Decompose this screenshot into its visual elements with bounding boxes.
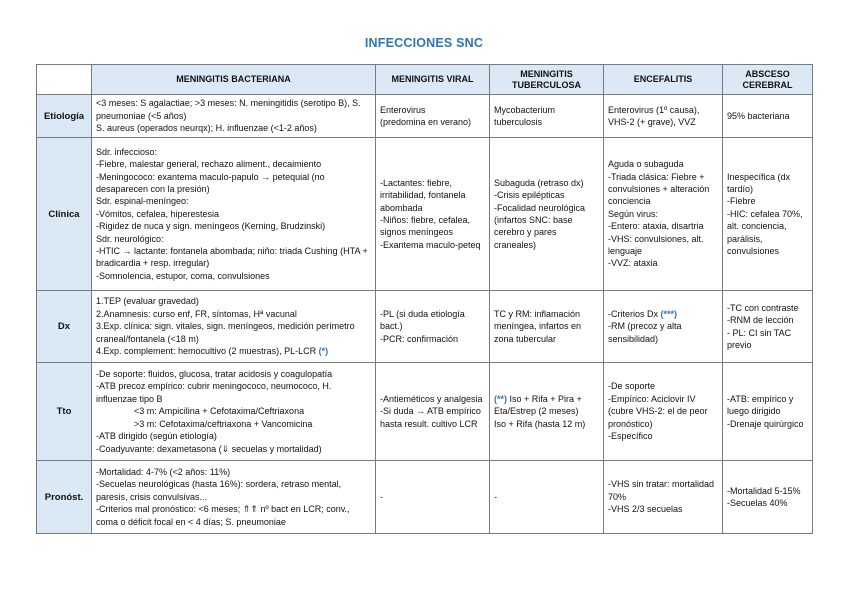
cell-pronost-viral: [376, 461, 490, 534]
text-line: -Antieméticos y analgesia: [380, 393, 483, 404]
text-line: -Secuelas neurológicas (hasta 16%): sordera, retraso mental, paresis, crisis convulsivas...: [96, 479, 342, 502]
text-line: -Secuelas 40%: [727, 498, 788, 508]
col-header-tuberculosa: MENINGITIS TUBERCULOSA: [490, 65, 604, 95]
cell-pronost-encefalitis: [604, 461, 723, 534]
text-fragment: -Criterios Dx: [608, 308, 661, 319]
col-header-absceso: ABSCESO CEREBRAL: [723, 65, 813, 95]
cell-dx-encefalitis: [604, 291, 723, 363]
text-line: (predomina en verano): [380, 117, 472, 127]
text-line: -Si duda → ATB empírico hasta result. cultivo LCR: [380, 406, 481, 429]
cell-dx-tuberculosa: [490, 291, 604, 363]
cell-pronost-bacteriana: [92, 461, 376, 534]
footnote-ref: (***): [660, 308, 678, 319]
text-line: -Empírico: Aciclovir IV (cubre VHS-2: el de peor pronóstico): [608, 393, 708, 429]
text-line: -VHS sin tratar: mortalidad 70%: [608, 479, 715, 502]
footnote-ref: (*): [318, 346, 329, 357]
text-line: -De soporte: fluidos, glucosa, tratar acidosis y coagulopatía: [96, 369, 333, 380]
text-line: -Coadyuvante: dexametasona (⇓ secuelas y mortalidad): [96, 443, 322, 454]
col-header-encefalitis: ENCEFALITIS: [604, 65, 723, 95]
cell-tto-tuberculosa: [490, 363, 604, 461]
text-line: -Específico: [608, 431, 653, 442]
header-row: [37, 65, 813, 95]
text-line: -ATB: empírico y luego dirigido: [727, 393, 794, 417]
text-line: 1.TEP (evaluar gravedad): [96, 296, 199, 307]
col-header-viral: MENINGITIS VIRAL: [376, 65, 490, 95]
cell-clinica-encefalitis: [604, 138, 723, 291]
corner-cell: [37, 65, 92, 95]
text-line: Según virus:: [608, 208, 659, 219]
cell-clinica-viral: [376, 138, 490, 291]
text-line: -Vómitos, cefalea, hiperestesia: [96, 208, 220, 219]
text-line: -Triada clásica: Fiebre + convulsiones + alteración conciencia: [608, 171, 710, 207]
text-line-indented: >3 m: Cefotaxima/ceftriaxona + Vancomicina: [134, 418, 313, 429]
col-header-bacteriana: MENINGITIS BACTERIANA: [92, 65, 376, 95]
text-line: tuberculosis: [494, 117, 543, 127]
footnote-ref: (**): [494, 393, 507, 404]
text-line: -: [380, 491, 383, 502]
text-line: S. aureus (operados neurqx); H. influenzae (<1-2 años): [96, 123, 317, 134]
cell-tto-encefalitis: [604, 363, 723, 461]
cell-etiologia-absceso: [723, 95, 813, 138]
cell-dx-absceso: [723, 291, 813, 363]
row-header-etiologia: Etiología: [37, 95, 92, 138]
text-line: -: [494, 491, 497, 502]
text-line: -Somnolencia, estupor, coma, convulsiones: [96, 270, 270, 281]
text-line: Subaguda (retraso dx): [494, 177, 584, 188]
row-header-dx: Dx: [37, 291, 92, 363]
text-line: -HTIC → lactante: fontanela abombada; niño: triada Cushing (HTA + bradicardia + resp. irregular): [96, 246, 368, 269]
text-line: -Drenaje quirúrgico: [727, 418, 804, 429]
cell-tto-absceso: [723, 363, 813, 461]
text-line-with-ref: [96, 345, 371, 357]
text-line: 2.Anamnesis: curso enf, FR, síntomas, Hª vacunal: [96, 308, 297, 319]
text-line: -PCR: confirmación: [380, 333, 459, 344]
text-line: Sdr. espinal-meníngeo:: [96, 196, 189, 207]
text-line: VHS-2 (+ grave), VVZ: [608, 117, 696, 127]
text-line: -De soporte: [608, 381, 656, 392]
text-line: -Mortalidad 5-15%: [727, 485, 801, 496]
row-etiologia: [37, 95, 813, 138]
text-line: Enterovirus (1º causa),: [608, 104, 700, 115]
text-line: -ATB dirigido (según etiología): [96, 431, 217, 442]
text-line: -Crisis epilépticas: [494, 190, 565, 201]
cell-dx-viral: [376, 291, 490, 363]
text-line: -VHS 2/3 secuelas: [608, 504, 683, 515]
cell-clinica-tuberculosa: [490, 138, 604, 291]
row-tto: [37, 363, 813, 461]
text-line: -Exantema maculo-peteq: [380, 239, 481, 250]
row-clinica: [37, 138, 813, 291]
row-header-pronostico: Pronóst.: [37, 461, 92, 534]
text-line: <3 meses: S agalactiae; >3 meses: N. meningitidis (serotipo B), S. pneumoniae (<5 años): [96, 98, 361, 121]
text-line: Enterovirus: [380, 104, 426, 115]
text-line: Iso + Rifa (hasta 12 m): [494, 418, 586, 429]
text-line: -ATB precoz empírico: cubrir meningococo, neumococo, H. influenzae tipo B: [96, 381, 332, 404]
text-line: -Fiebre: [727, 196, 756, 207]
text-line: -Rigidez de nuca y sign. meníngeos (Kerning, Brudzinski): [96, 221, 326, 232]
cell-etiologia-encefalitis: [604, 95, 723, 138]
text-fragment: 4.Exp. complement: hemocultivo (2 muestras), PL-LCR: [96, 346, 319, 357]
text-line: -RM (precoz y alta sensibilidad): [608, 321, 682, 344]
row-dx: [37, 291, 813, 363]
text-line: Mycobacterium: [494, 104, 556, 115]
text-line: -VHS: convulsiones, alt. lenguaje: [608, 233, 704, 257]
text-line: Sdr. neurológico:: [96, 233, 164, 244]
text-line: -HIC: cefalea 70%, alt. conciencia, parálisis, convulsiones: [727, 208, 803, 257]
text-line: Sdr. infeccioso:: [96, 146, 158, 157]
cell-etiologia-tuberculosa: [490, 95, 604, 138]
snc-infections-table: [36, 64, 813, 534]
page-title: INFECCIONES SNC: [364, 36, 484, 50]
cell-tto-bacteriana: [92, 363, 376, 461]
cell-etiologia-viral: [376, 95, 490, 138]
row-header-tto: Tto: [37, 363, 92, 461]
cell-pronost-tuberculosa: [490, 461, 604, 534]
text-line: -Mortalidad: 4-7% (<2 años: 11%): [96, 466, 231, 477]
text-line: -Niños: fiebre, cefalea, signos meníngeos: [380, 215, 471, 238]
text-line-with-ref: [608, 308, 718, 320]
cell-tto-viral: [376, 363, 490, 461]
cell-pronost-absceso: [723, 461, 813, 534]
text-line: -Criterios mal pronóstico: <6 meses; ⇑⇑ nº bact en LCR; conv., coma o déficit focal en < 4 días; S. pneumoniae: [96, 504, 350, 527]
text-fragment: Iso + Rifa + Pira + Eta/Estrep (2 meses): [494, 393, 582, 417]
cell-etiologia-bacteriana: [92, 95, 376, 138]
text-line: -TC con contraste: [727, 302, 799, 313]
cell-clinica-bacteriana: [92, 138, 376, 291]
text-line-with-ref: [494, 393, 599, 418]
text-line: -Fiebre, malestar general, rechazo aliment., decaimiento: [96, 159, 322, 170]
text-line: -Focalidad neurológica (infartos SNC: base cerebro y pares craneales): [494, 202, 586, 250]
text-line: -Lactantes: fiebre, irritabilidad, fontanela abombada: [380, 177, 466, 213]
row-header-clinica: Clínica: [37, 138, 92, 291]
text-line: -RNM de lección: [727, 315, 794, 326]
text-line: 95% bacteriana: [727, 110, 790, 121]
cell-dx-bacteriana: [92, 291, 376, 363]
text-line: Inespecífica (dx tardío): [727, 171, 791, 194]
text-line: - PL: CI sin TAC previo: [727, 327, 792, 350]
text-line: TC y RM: inflamación meníngea, infartos en zona tubercular: [494, 308, 582, 344]
cell-clinica-absceso: [723, 138, 813, 291]
text-line: -Entero: ataxia, disartria: [608, 221, 704, 232]
text-line: Aguda o subaguda: [608, 159, 684, 170]
text-line: 3.Exp. clínica: sign. vitales, sign. meníngeos, medición perímetro craneal/fontanela (<18 m): [96, 321, 355, 344]
text-line: -Meningococo: exantema maculo-papulo → petequial (no desaparecen con la presión): [96, 171, 325, 194]
text-line-indented: <3 m: Ampicilina + Cefotaxima/Ceftriaxona: [134, 406, 305, 417]
text-line: -PL (si duda etiología bact.): [380, 308, 465, 332]
text-line: -VVZ: ataxia: [608, 258, 658, 269]
row-pronostico: [37, 461, 813, 534]
